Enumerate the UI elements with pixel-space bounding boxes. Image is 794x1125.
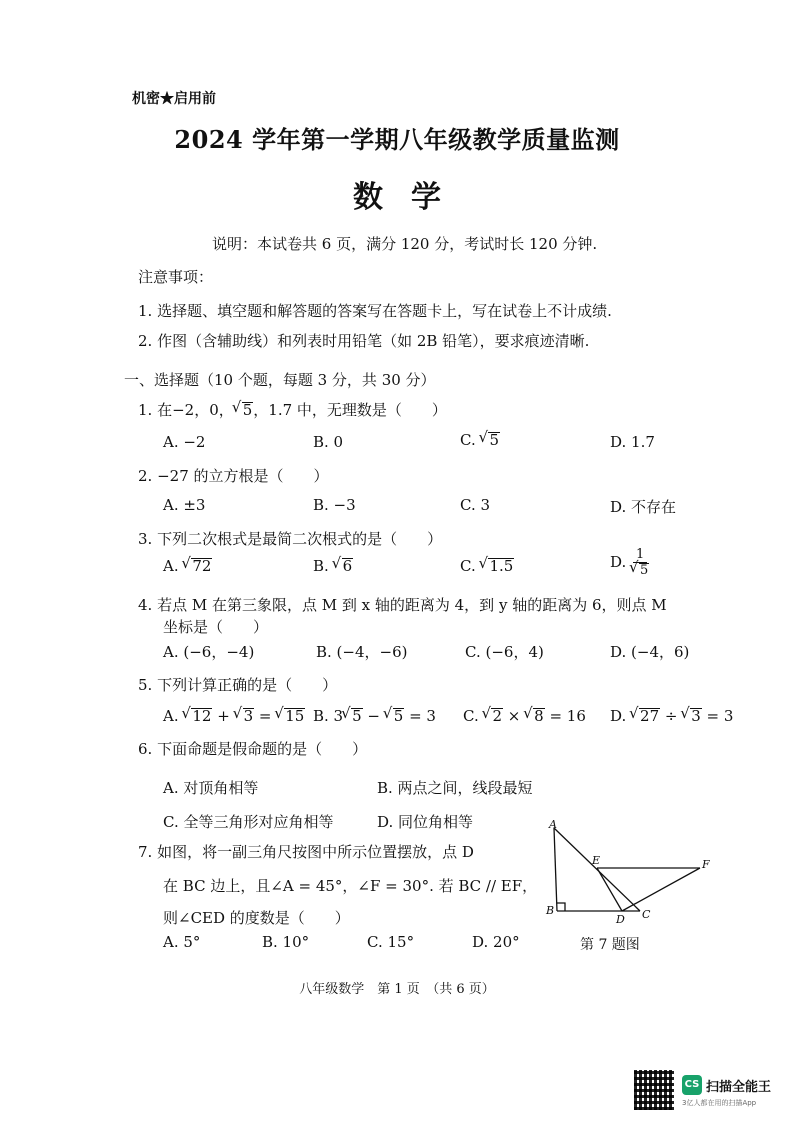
question-1-stem: 1. 在−2，0，√ 5，1.7 中，无理数是（ ）	[138, 399, 447, 420]
confidential-label: 机密★启用前	[132, 91, 216, 107]
subject-title: 数学	[353, 180, 469, 215]
question-5-stem: 5. 下列计算正确的是（ ）	[138, 676, 338, 694]
question-7-option-a[interactable]: A. 5°	[163, 933, 201, 951]
question-7-stem-cont: 在 BC 边上，且∠A = 45°，∠F = 30°. 若 BC // EF，	[163, 877, 538, 895]
figure-label-f: F	[702, 858, 710, 871]
qr-code	[634, 1070, 674, 1110]
scanner-app-tagline: 3亿人都在用的扫描App	[682, 1099, 757, 1107]
question-7-stem-cont: 则∠CED 的度数是（ ）	[163, 909, 350, 927]
question-6-stem: 6. 下面命题是假命题的是（ ）	[138, 740, 368, 758]
question-5-option-d[interactable]: D. √ 27 ÷ √ 3 = 3	[610, 707, 733, 725]
scanner-app-name: 扫描全能王	[706, 1080, 772, 1095]
question-4-option-c[interactable]: C. (−6，4)	[465, 643, 544, 661]
question-1-option-d[interactable]: D. 1.7	[610, 433, 655, 451]
question-7-figure	[540, 818, 720, 928]
question-1-option-a[interactable]: A. −2	[163, 433, 206, 451]
question-7-option-d[interactable]: D. 20°	[472, 933, 520, 951]
question-3-option-a[interactable]: A. √ 72	[163, 557, 212, 575]
figure-line-ac	[554, 828, 640, 911]
figure-label-a: A	[549, 818, 557, 831]
question-4-stem-cont: 坐标是（ ）	[163, 618, 269, 636]
exam-title: 2024 学年第一学期八年级教学质量监测	[174, 125, 620, 154]
question-3-stem: 3. 下列二次根式是最简二次根式的是（ ）	[138, 530, 443, 548]
figure-line-ab	[554, 828, 557, 911]
question-4-stem: 4. 若点 M 在第三象限，点 M 到 x 轴的距离为 4，到 y 轴的距离为 6，则点 M	[138, 596, 667, 614]
question-7-option-b[interactable]: B. 10°	[262, 933, 310, 951]
question-5-option-b[interactable]: B. 3√ 5 − √ 5 = 3	[313, 707, 436, 725]
question-6-option-a[interactable]: A. 对顶角相等	[163, 779, 259, 797]
page-footer: 八年级数学 第 1 页 （共 6 页）	[299, 982, 495, 997]
question-4-option-d[interactable]: D. (−4，6)	[610, 643, 690, 661]
figure-line-df	[622, 868, 700, 911]
question-1-option-c[interactable]: C. √ 5	[460, 431, 500, 449]
figure-label-c: C	[642, 908, 651, 921]
cs-logo-icon: CS	[682, 1075, 702, 1095]
figure-label-e: E	[592, 854, 601, 867]
notice-heading: 注意事项：	[138, 268, 214, 286]
question-2-option-d[interactable]: D. 不存在	[610, 498, 677, 516]
question-4-option-a[interactable]: A. (−6，−4)	[163, 643, 255, 661]
question-3-option-d[interactable]: D. 1 √ 5	[610, 548, 649, 578]
fraction: 1 √ 5	[631, 548, 649, 578]
figure-label-d: D	[616, 913, 625, 926]
question-1-option-b[interactable]: B. 0	[313, 433, 344, 451]
question-2-option-a[interactable]: A. ±3	[163, 496, 206, 514]
question-3-option-c[interactable]: C. √ 1.5	[460, 557, 514, 575]
question-6-option-c[interactable]: C. 全等三角形对应角相等	[163, 813, 334, 831]
figure-caption: 第 7 题图	[580, 937, 640, 953]
section-heading: 一、选择题（10 个题，每题 3 分，共 30 分）	[124, 371, 436, 389]
question-4-option-b[interactable]: B. (−4，−6)	[316, 643, 408, 661]
figure-label-b: B	[546, 904, 555, 917]
question-2-option-c[interactable]: C. 3	[460, 496, 491, 514]
question-3-option-b[interactable]: B. √ 6	[313, 557, 353, 575]
question-6-option-b[interactable]: B. 两点之间，线段最短	[377, 779, 533, 797]
question-2-stem: 2. −27 的立方根是（ ）	[138, 467, 329, 485]
exam-description: 说明：本试卷共 6 页，满分 120 分，考试时长 120 分钟.	[212, 235, 598, 253]
question-7-stem: 7. 如图，将一副三角尺按图中所示位置摆放，点 D	[138, 843, 474, 861]
question-5-option-c[interactable]: C. √ 2 × √ 8 = 16	[463, 707, 586, 725]
notice-item: 1. 选择题、填空题和解答题的答案写在答题卡上，写在试卷上不计成绩.	[138, 302, 612, 320]
question-2-option-b[interactable]: B. −3	[313, 496, 356, 514]
question-6-option-d[interactable]: D. 同位角相等	[377, 813, 474, 831]
question-5-option-a[interactable]: A. √ 12 + √ 3 = √ 15	[163, 707, 305, 725]
notice-item: 2. 作图（含辅助线）和列表时用铅笔（如 2B 铅笔），要求痕迹清晰.	[138, 332, 590, 350]
figure-right-angle-b	[557, 903, 565, 911]
question-7-option-c[interactable]: C. 15°	[367, 933, 415, 951]
